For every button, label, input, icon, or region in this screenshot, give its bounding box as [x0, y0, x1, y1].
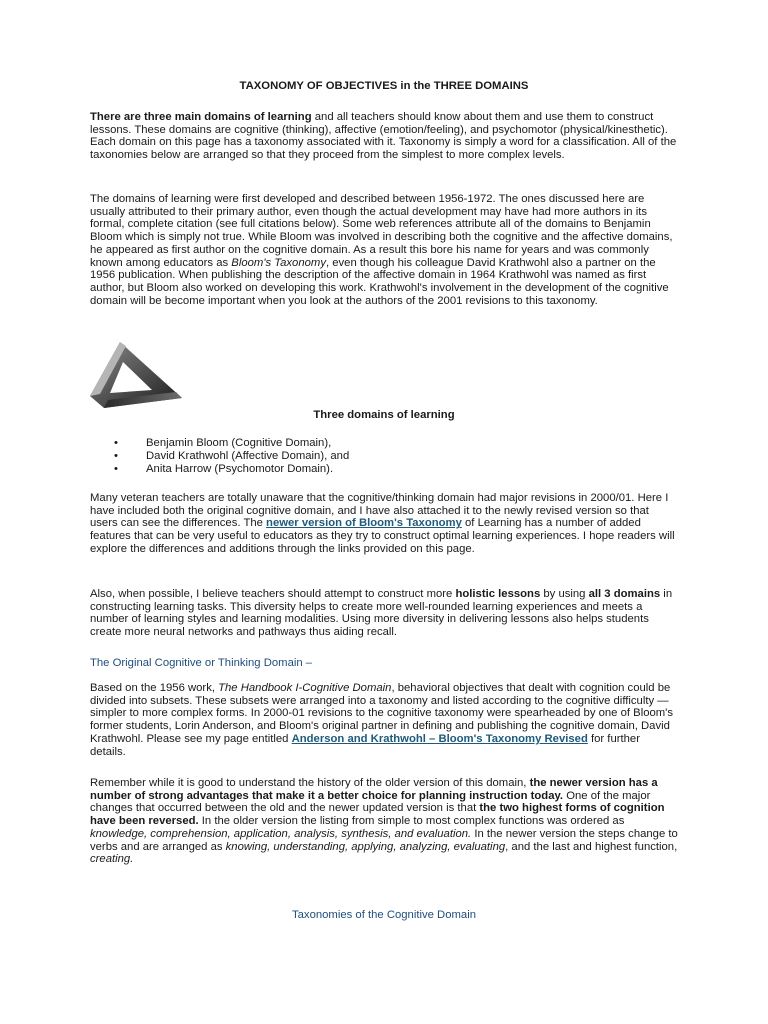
domains-heading: Three domains of learning	[313, 409, 455, 421]
list-item: • Anita Harrow (Psychomotor Domain).	[114, 463, 334, 475]
blooms-taxonomy-em: Bloom's Taxonomy	[231, 256, 326, 269]
paragraph-holistic: Also, when possible, I believe teachers should attempt to construct more holistic lessons by using all 3 domains in constructing learning tasks. This diversity helps to create more well-rounded learning experiences and meets a number of learning styles and learning modalities. Using more diversity in delivering lessons also helps students create more neural networks and pathways thus aiding recall.	[90, 588, 673, 639]
section-heading-original-cognitive: The Original Cognitive or Thinking Domain –	[90, 657, 313, 669]
newer-version-link[interactable]: newer version of Bloom's Taxonomy	[266, 517, 462, 530]
paragraph-newer-version: Remember while it is good to understand the history of the older version of this domain, the newer version has a number of strong advantages that make it a better choice for planning instruction today. One of the major changes that occurred between the old and the newer updated version is that the two highest forms of cognition have been reversed. In the older version the listing from simple to most complex functions was ordered as knowledge, comprehension, application, analysis, synthesis, and evaluation. In the newer version the steps change to verbs and are arranged as knowing, understanding, applying, analyzing, evaluating, and the last and highest function, creating.	[90, 777, 678, 866]
section-heading-taxonomies: Taxonomies of the Cognitive Domain	[292, 909, 476, 921]
paragraph-revisions: Many veteran teachers are totally unaware that the cognitive/thinking domain had major revisions in 2000/01. Here I have included both the original cognitive domain, and I have also attached it to the newly revised version so that users can see the differences. The newer version of Bloom's Taxonomy of Learning has a number of added features that can be very useful to educators as they try to construct optimal learning experiences. I hope readers will explore the differences and additions through the links provided on this page.	[90, 492, 675, 555]
document-title: TAXONOMY OF OBJECTIVES in the THREE DOMAINS	[239, 80, 529, 92]
paragraph-handbook: Based on the 1956 work, The Handbook I-Cognitive Domain, behavioral objectives that dealt with cognition could be divided into subsets. These subsets were arranged into a taxonomy and listed according to the cognitive difficulty — simpler to more complex forms. In 2000-01 revisions to the cognitive taxonomy were spearheaded by one of Bloom's former students, Lorin Anderson, and Bloom's original partner in defining and publishing the cognitive domain, David Krathwohl. Please see my page entitled Anderson and Krathwohl – Bloom's Taxonomy Revised for further details.	[90, 682, 673, 758]
domains-list	[90, 437, 678, 476]
triangle-graphic	[90, 340, 182, 410]
list-item: • Benjamin Bloom (Cognitive Domain),	[114, 437, 332, 449]
paragraph-history: The domains of learning were first developed and described between 1956-1972. The ones discussed here are usually attributed to their primary author, even though the actual development may have had more authors in its formal, complete citation (see full citations below). Some web references attribute all of the domains to Benjamin Bloom which is simply not true. While Bloom was involved in describing both the cognitive and the affective domains, he appeared as first author on the cognitive domain. As a result this bore his name for years and was commonly known among educators as Bloom's Taxonomy, even though his colleague David Krathwohl also a partner on the 1956 publication. When publishing the description of the affective domain in 1964 Krathwohl was named as first author, but Bloom also worked on developing this work. Krathwohl's involvement in the development of the cognitive domain will be become important when you look at the authors of the 2001 revisions to this taxonomy.	[90, 193, 673, 307]
list-item: • David Krathwohl (Affective Domain), and	[114, 450, 350, 462]
paragraph-intro: There are three main domains of learning and all teachers should know about them and use them to construct lessons. These domains are cognitive (thinking), affective (emotion/feeling), and psychomotor (physical/kinesthetic). Each domain on this page has a taxonomy associated with it. Taxonomy is simply a word for a classification. All of the taxonomies below are arranged so that they proceed from the simplest to more complex levels.	[90, 111, 677, 162]
intro-lead: There are three main domains of learning	[90, 111, 312, 123]
anderson-krathwohl-link[interactable]: Anderson and Krathwohl – Bloom's Taxonomy Revised	[291, 732, 588, 745]
